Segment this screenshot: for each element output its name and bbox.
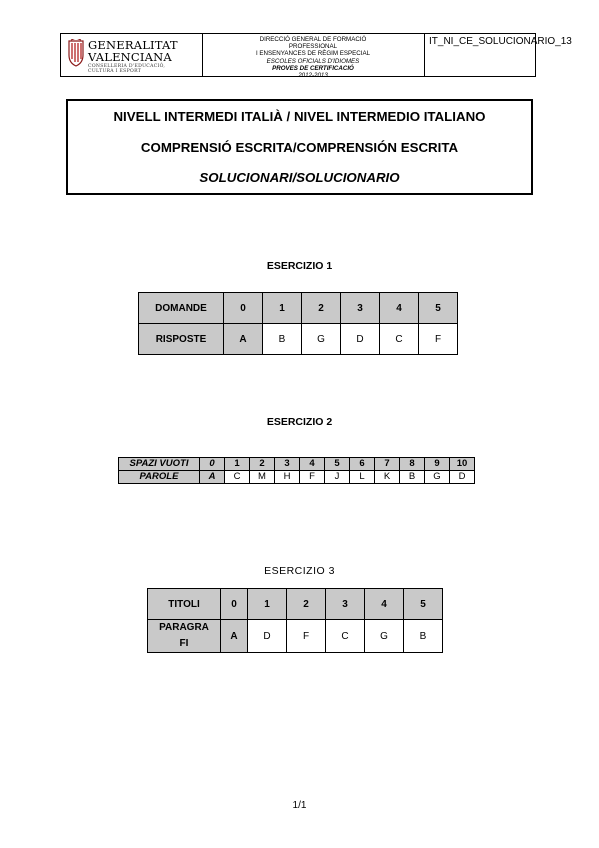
answer-cell: D <box>341 324 380 355</box>
org-line5: PROVES DE CERTIFICACIÓ <box>272 64 354 72</box>
exercise1-table <box>138 292 458 355</box>
gap-number: 0 <box>200 458 225 471</box>
question-number: 4 <box>380 293 419 324</box>
answer-cell: K <box>375 471 400 484</box>
org-line6: 2012-2013 <box>298 72 328 80</box>
gap-number: 7 <box>375 458 400 471</box>
answer-cell: B <box>263 324 302 355</box>
answer-cell: F <box>419 324 458 355</box>
answer-cell: M <box>250 471 275 484</box>
org-line2: PROFESSIONAL <box>288 43 338 51</box>
row-label-risposte: RISPOSTE <box>139 324 224 355</box>
title-number: 3 <box>326 589 365 620</box>
org-line4: ESCOLES OFICIALS D'IDIOMES <box>266 57 360 65</box>
coat-of-arms-icon <box>67 39 85 67</box>
title-number: 1 <box>248 589 287 620</box>
title-number: 0 <box>221 589 248 620</box>
answer-cell: G <box>425 471 450 484</box>
answer-cell: G <box>302 324 341 355</box>
logo-sub-line2: CULTURA I ESPORT <box>88 69 142 74</box>
org-line3: I ENSENYANCES DE RÈGIM ESPECIAL <box>255 50 371 58</box>
answer-cell: F <box>300 471 325 484</box>
table-row <box>139 324 458 355</box>
title-number: 2 <box>287 589 326 620</box>
answer-cell: F <box>287 620 326 653</box>
answer-cell: L <box>350 471 375 484</box>
answer-cell: C <box>326 620 365 653</box>
gap-number: 6 <box>350 458 375 471</box>
answer-cell: H <box>275 471 300 484</box>
row-label-spazi-vuoti: SPAZI VUOTI <box>119 458 200 471</box>
answer-cell: D <box>450 471 475 484</box>
title-number: 5 <box>404 589 443 620</box>
gap-number: 10 <box>450 458 475 471</box>
answer-cell: A <box>224 324 263 355</box>
row-label-titoli: TITOLI <box>148 589 221 620</box>
answer-cell: B <box>400 471 425 484</box>
row-label-paragrafi-line2: FI <box>179 638 189 649</box>
logo-subtitle <box>88 64 165 74</box>
gap-number: 1 <box>225 458 250 471</box>
exercise2-title: ESERCIZIO 2 <box>266 416 333 428</box>
gap-number: 9 <box>425 458 450 471</box>
gap-number: 3 <box>275 458 300 471</box>
document-code: IT_NI_CE_SOLUCIONARIO_13 <box>429 36 572 47</box>
answer-cell: C <box>380 324 419 355</box>
logo-text-line2: VALENCIANA <box>88 50 172 64</box>
table-row <box>148 620 443 653</box>
answer-cell: B <box>404 620 443 653</box>
row-label-domande: DOMANDE <box>139 293 224 324</box>
table-row <box>148 589 443 620</box>
question-number: 3 <box>341 293 380 324</box>
row-label-paragrafi <box>148 620 221 653</box>
question-number: 5 <box>419 293 458 324</box>
gap-number: 4 <box>300 458 325 471</box>
row-label-paragrafi-line1: PARAGRA <box>159 622 209 633</box>
gap-number: 5 <box>325 458 350 471</box>
logo-sub-line1: CONSELLERIA D'EDUCACIÓ, <box>88 64 166 69</box>
answer-cell: D <box>248 620 287 653</box>
table-row <box>139 293 458 324</box>
exercise3-table <box>147 588 443 653</box>
exercise3-title: ESERCIZIO 3 <box>264 565 335 577</box>
title-line3: SOLUCIONARI/SOLUCIONARIO <box>199 170 400 185</box>
table-row <box>119 458 475 471</box>
answer-cell: A <box>221 620 248 653</box>
organization-block <box>202 34 425 80</box>
answer-cell: C <box>225 471 250 484</box>
logo-text-line1: GENERALITAT <box>88 38 178 52</box>
title-line1: NIVELL INTERMEDI ITALIÀ / NIVEL INTERMEDIO ITALIANO <box>113 109 486 124</box>
page-number: 1/1 <box>292 800 307 811</box>
gap-number: 2 <box>250 458 275 471</box>
title-line2: COMPRENSIÓ ESCRITA/COMPRENSIÓN ESCRITA <box>140 140 459 155</box>
answer-cell: G <box>365 620 404 653</box>
exercise2-table <box>118 457 475 484</box>
gap-number: 8 <box>400 458 425 471</box>
row-label-parole: PAROLE <box>119 471 200 484</box>
org-line1: DIRECCIÓ GENERAL DE FORMACIÓ <box>259 36 367 43</box>
exercise1-title: ESERCIZIO 1 <box>266 260 333 272</box>
table-row <box>119 471 475 484</box>
question-number: 1 <box>263 293 302 324</box>
answer-cell: J <box>325 471 350 484</box>
logo <box>61 34 203 76</box>
question-number: 2 <box>302 293 341 324</box>
question-number: 0 <box>224 293 263 324</box>
title-box <box>66 99 533 195</box>
document-header <box>60 33 572 80</box>
answer-cell: A <box>200 471 225 484</box>
title-number: 4 <box>365 589 404 620</box>
